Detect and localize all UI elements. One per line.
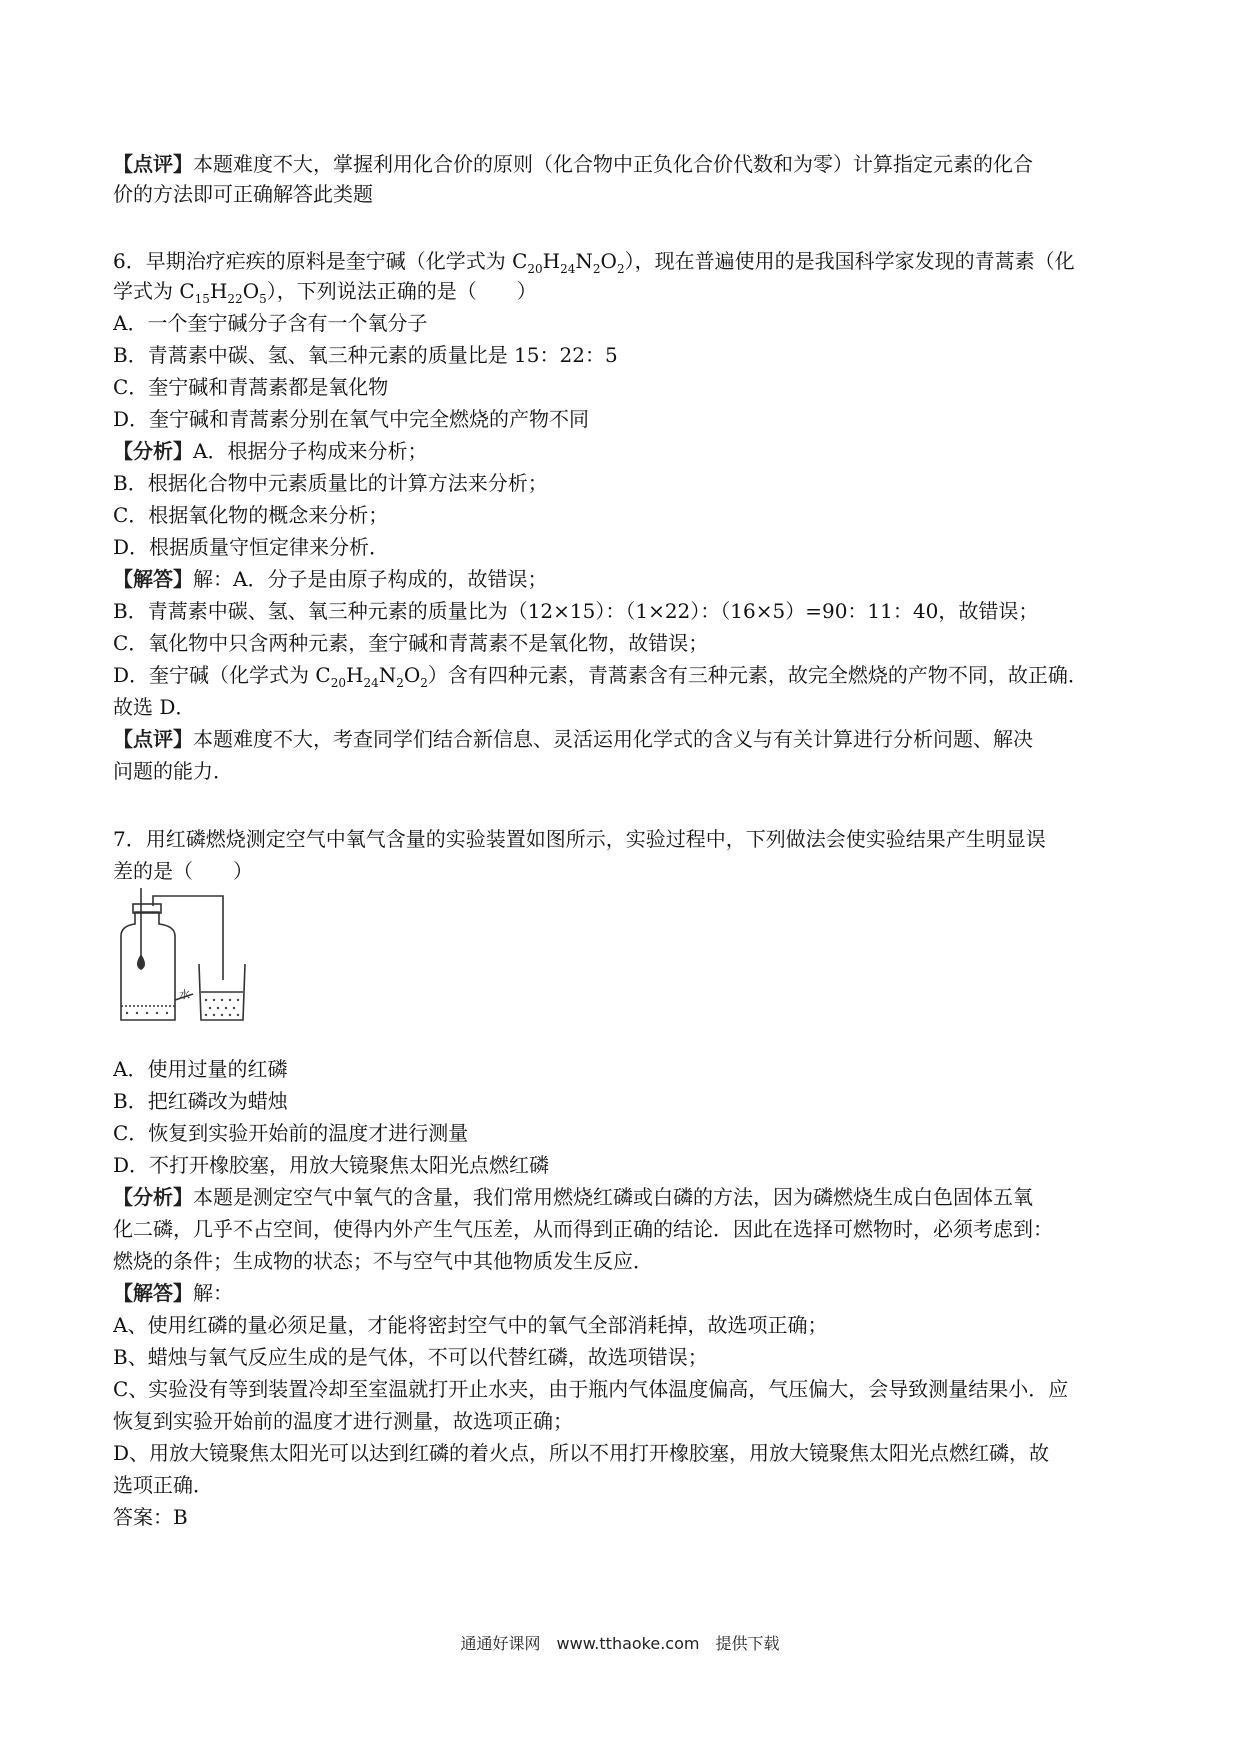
q7-answer-line4: 恢复到实验开始前的温度才进行测量，故选项正确； — [113, 1409, 573, 1433]
experiment-apparatus-figure — [113, 888, 313, 1028]
q6-analysis-line4: D．根据质量守恒定律来分析． — [113, 535, 390, 559]
q6-stem-line1: 6．早期治疗疟疾的原料是奎宁碱（化学式为 $C_{20}H_{24}N_2O_2$），现在普遍使用的是我国科学家发现的青蒿素（化 — [113, 249, 1075, 276]
bottle-outline — [121, 912, 175, 1020]
q7-answer-line1: A、使用红磷的量必须足量，才能将密封空气中的氧气全部消耗掉，故选项正确； — [113, 1313, 828, 1337]
q7-stem-line2: 差的是（ ） — [113, 859, 253, 883]
q7-answer-line5: D、用放大镜聚焦太阳光可以达到红磷的着火点，所以不用打开橡胶塞，用放大镜聚焦太阳光点燃红磷，故 — [113, 1441, 1050, 1465]
answer-tag: 【解答】 — [113, 1281, 193, 1305]
q7-answer-head: 【解答】解： — [113, 1281, 233, 1305]
q7-option-b: B．把红磷改为蜡烛 — [113, 1089, 288, 1113]
q6-review-line2: 问题的能力． — [113, 759, 233, 783]
q7-option-d: D．不打开橡胶塞，用放大镜聚焦太阳光点燃红磷 — [113, 1153, 550, 1177]
analysis-tag: 【分析】 — [113, 439, 193, 463]
q7-final-answer: 答案：B — [113, 1505, 188, 1529]
q7-analysis-line2: 化二磷，几乎不占空间，使得内外产生气压差，从而得到正确的结论．因此在选择可燃物时，必须考虑到： — [113, 1217, 1053, 1241]
q6-answer-line4: D．奎宁碱（化学式为 $C_{20}H_{24}N_2O_2$）含有四种元素，青蒿素含有三种元素，故完全燃烧的产物不同，故正确． — [113, 663, 1088, 690]
q7-analysis-line3: 燃烧的条件；生成物的状态；不与空气中其他物质发生反应． — [113, 1249, 653, 1273]
q6-option-a: A．一个奎宁碱分子含有一个氧分子 — [113, 311, 428, 335]
q6-analysis-line2: B．根据化合物中元素质量比的计算方法来分析； — [113, 471, 548, 495]
page-footer: 通通好课网 www.tthaoke.com 提供下载 — [460, 1634, 780, 1653]
q6-option-c: C．奎宁碱和青蒿素都是氧化物 — [113, 375, 389, 399]
q7-answer-line2: B、蜡烛与氧气反应生成的是气体，不可以代替红磷，故选项错误； — [113, 1345, 708, 1369]
q6-analysis-line1: 【分析】A．根据分子构成来分析； — [113, 439, 428, 463]
q7-answer-line3: C、实验没有等到装置冷却至室温就打开止水夹，由于瓶内气体温度偏高，气压偏大，会导致测量结果小．应 — [113, 1377, 1069, 1401]
q7-analysis-line1: 【分析】本题是测定空气中氧气的含量，我们常用燃烧红磷或白磷的方法，因为磷燃烧生成白色固体五氧 — [113, 1185, 1033, 1209]
q7-option-c: C．恢复到实验开始前的温度才进行测量 — [113, 1121, 469, 1145]
q6-analysis-line3: C．根据氧化物的概念来分析； — [113, 503, 389, 527]
q6-option-b: B．青蒿素中碳、氢、氧三种元素的质量比是 15：22：5 — [113, 343, 618, 367]
q6-option-d: D．奎宁碱和青蒿素分别在氧气中完全燃烧的产物不同 — [113, 407, 590, 431]
q6-answer-line3: C．氧化物中只含两种元素，奎宁碱和青蒿素不是氧化物，故错误； — [113, 631, 709, 655]
review5-line2: 价的方法即可正确解答此类题 — [113, 182, 373, 206]
q7-answer-line6: 选项正确． — [113, 1473, 213, 1497]
water-label: 水 — [179, 988, 190, 1001]
water-dots — [126, 999, 239, 1016]
q7-stem-line1: 7．用红磷燃烧测定空气中氧气含量的实验装置如图所示，实验过程中，下列做法会使实验结果产生明显误 — [113, 827, 1046, 851]
q6-review-line1: 【点评】本题难度不大，考查同学们结合新信息、灵活运用化学式的含义与有关计算进行分析问题、解决 — [113, 727, 1033, 751]
q6-answer-line2: B．青蒿素中碳、氢、氧三种元素的质量比为（12×15）：（1×22）：（16×5）=90：11：40，故错误； — [113, 599, 1039, 623]
review-tag: 【点评】 — [113, 152, 193, 176]
q6-choose: 故选 D． — [113, 695, 196, 719]
q6-answer-line1: 【解答】解：A．分子是由原子构成的，故错误； — [113, 567, 548, 591]
q7-option-a: A．使用过量的红磷 — [113, 1057, 288, 1081]
review5-line1: 【点评】本题难度不大，掌握利用化合价的原则（化合物中正负化合价代数和为零）计算指定元素的化合 — [113, 152, 1033, 176]
phosphorus-drop-icon — [137, 954, 145, 970]
answer-tag: 【解答】 — [113, 567, 193, 591]
connecting-tube — [153, 896, 223, 980]
analysis-tag: 【分析】 — [113, 1185, 193, 1209]
review-tag: 【点评】 — [113, 727, 193, 751]
q6-stem-line2: 学式为 $C_{15}H_{22}O_5$），下列说法正确的是（ ） — [113, 279, 537, 306]
